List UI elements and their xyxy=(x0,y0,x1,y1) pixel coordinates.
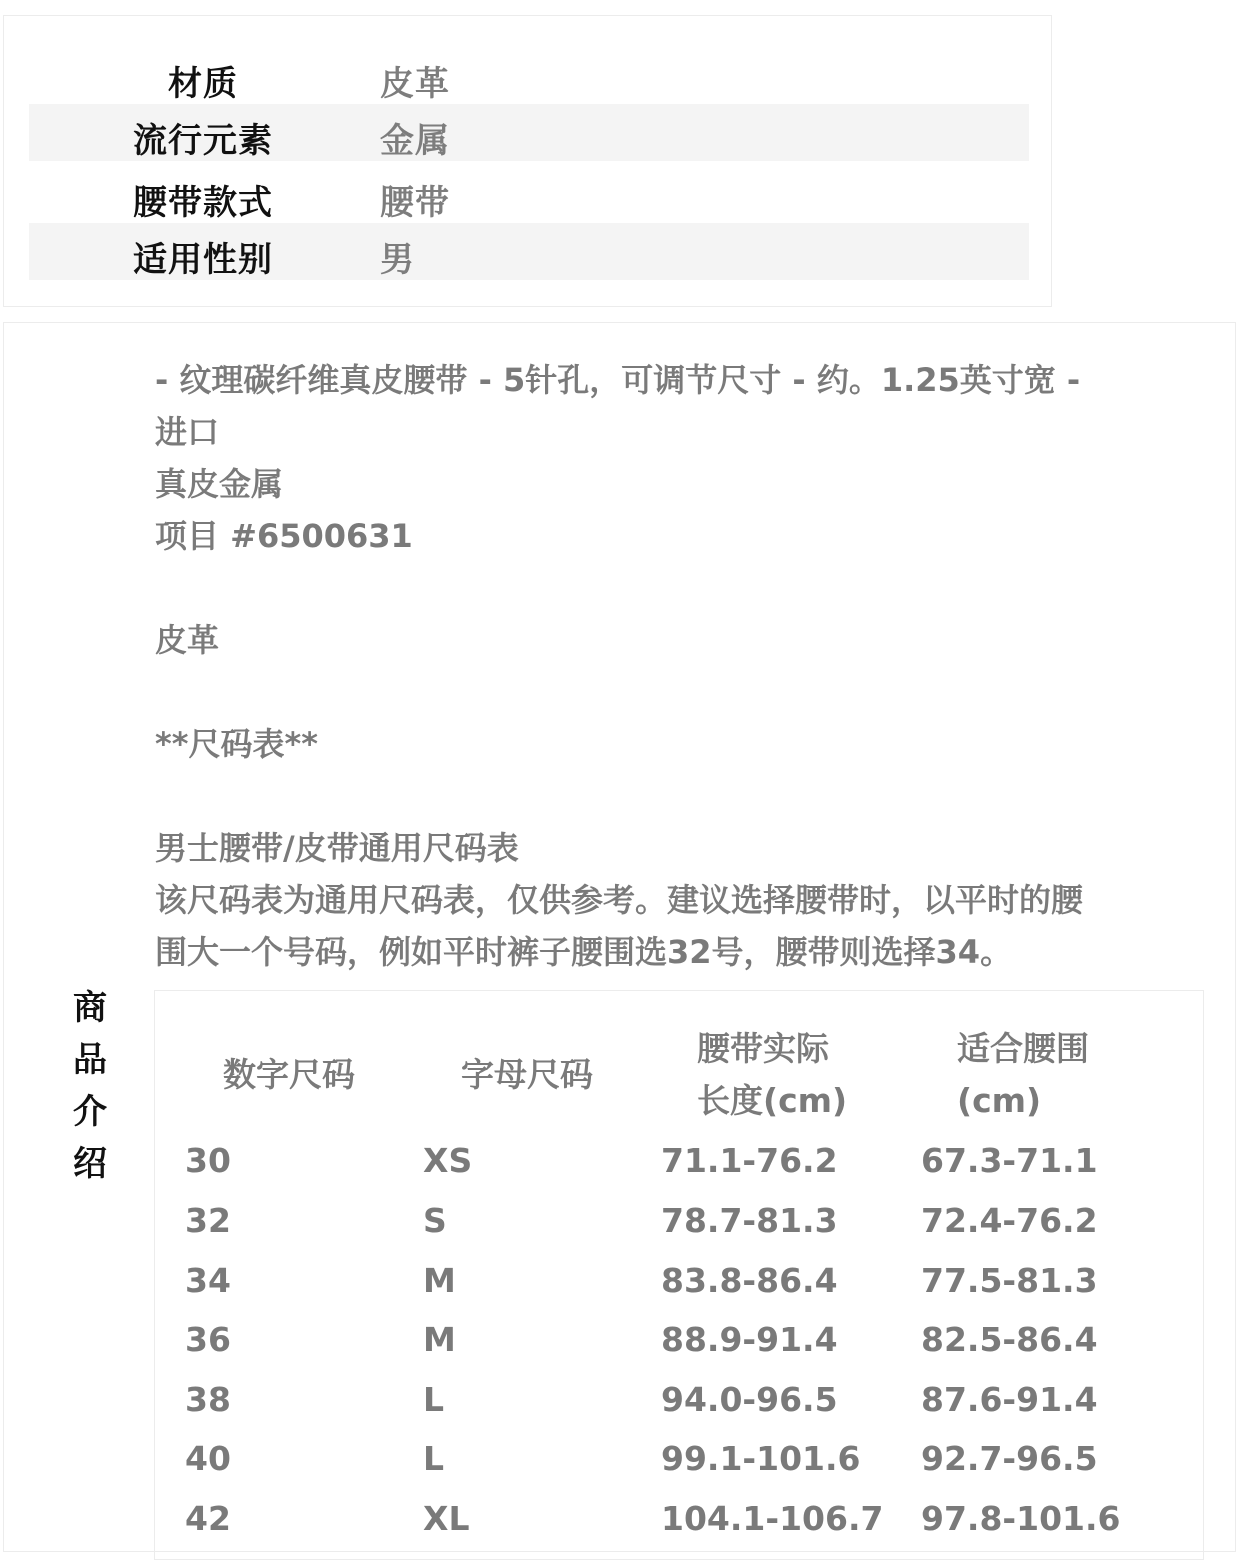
size-chart-heading: **尺码表** xyxy=(155,725,318,763)
blank-line xyxy=(155,770,1195,822)
cell-belt-length: 88.9-91.4 xyxy=(661,1320,838,1359)
header-text: 适合腰围 xyxy=(957,1029,1089,1068)
attribute-value: 男 xyxy=(380,240,415,280)
description-line: 进口 xyxy=(155,413,220,451)
title-char: 绍 xyxy=(73,1144,107,1184)
blank-line xyxy=(155,666,1195,718)
size-chart-title: 男士腰带/皮带通用尺码表 xyxy=(155,829,519,867)
size-chart-note: 围大一个号码，例如平时裤子腰围选32号，腰带则选择34。 xyxy=(155,933,1013,971)
cell-fit-waist: 97.8-101.6 xyxy=(921,1499,1121,1538)
cell-number-size: 42 xyxy=(185,1499,231,1538)
title-char: 介 xyxy=(73,1092,107,1132)
cell-fit-waist: 77.5-81.3 xyxy=(921,1261,1098,1300)
cell-belt-length: 94.0-96.5 xyxy=(661,1380,838,1419)
attribute-label: 腰带款式 xyxy=(133,183,273,223)
cell-fit-waist: 87.6-91.4 xyxy=(921,1380,1098,1419)
cell-belt-length: 71.1-76.2 xyxy=(661,1141,838,1180)
cell-belt-length: 104.1-106.7 xyxy=(661,1499,884,1538)
title-char: 品 xyxy=(73,1040,107,1080)
header-belt-length xyxy=(697,1023,847,1127)
attribute-label: 材质 xyxy=(168,64,238,104)
cell-letter-size: L xyxy=(423,1439,445,1478)
attribute-label: 适用性别 xyxy=(133,240,273,280)
cell-belt-length: 83.8-86.4 xyxy=(661,1261,838,1300)
blank-line xyxy=(155,562,1195,614)
size-table xyxy=(154,990,1204,1560)
description-line: 项目 #6500631 xyxy=(155,517,413,555)
attribute-label: 流行元素 xyxy=(133,121,273,161)
description-line: 皮革 xyxy=(155,621,220,659)
cell-fit-waist: 72.4-76.2 xyxy=(921,1201,1098,1240)
cell-number-size: 36 xyxy=(185,1320,231,1359)
title-char: 商 xyxy=(73,988,107,1028)
cell-letter-size: S xyxy=(423,1201,447,1240)
attribute-row-style-element xyxy=(29,104,1029,161)
cell-number-size: 40 xyxy=(185,1439,231,1478)
cell-letter-size: XS xyxy=(423,1141,473,1180)
cell-letter-size: XL xyxy=(423,1499,470,1538)
attribute-table xyxy=(3,15,1052,307)
cell-number-size: 30 xyxy=(185,1141,231,1180)
cell-number-size: 34 xyxy=(185,1261,231,1300)
size-chart-note: 该尺码表为通用尺码表，仅供参考。建议选择腰带时，以平时的腰 xyxy=(155,881,1084,919)
header-letter-size xyxy=(461,1049,593,1101)
header-text: 数字尺码 xyxy=(223,1055,355,1094)
cell-fit-waist: 82.5-86.4 xyxy=(921,1320,1098,1359)
attribute-value: 金属 xyxy=(380,121,450,161)
cell-fit-waist: 67.3-71.1 xyxy=(921,1141,1098,1180)
attribute-row-material xyxy=(29,47,1029,104)
cell-letter-size: M xyxy=(423,1320,456,1359)
attribute-row-belt-style xyxy=(29,166,1029,223)
product-description xyxy=(155,354,1195,978)
product-intro-title xyxy=(70,982,110,1190)
header-text: (cm) xyxy=(957,1081,1042,1120)
description-line: 真皮金属 xyxy=(155,465,284,503)
description-line: - 纹理碳纤维真皮腰带 - 5针孔，可调节尺寸 - 约。1.25英寸宽 - xyxy=(155,361,1081,399)
cell-letter-size: M xyxy=(423,1261,456,1300)
header-text: 腰带实际 xyxy=(697,1029,829,1068)
cell-belt-length: 99.1-101.6 xyxy=(661,1439,861,1478)
cell-number-size: 32 xyxy=(185,1201,231,1240)
header-fit-waist xyxy=(957,1023,1089,1127)
header-text: 字母尺码 xyxy=(461,1055,593,1094)
cell-number-size: 38 xyxy=(185,1380,231,1419)
cell-letter-size: L xyxy=(423,1380,445,1419)
header-number-size xyxy=(223,1049,355,1101)
attribute-value: 皮革 xyxy=(380,64,450,104)
cell-belt-length: 78.7-81.3 xyxy=(661,1201,838,1240)
attribute-row-gender xyxy=(29,223,1029,280)
header-text: 长度(cm) xyxy=(697,1081,848,1120)
attribute-value: 腰带 xyxy=(380,183,450,223)
cell-fit-waist: 92.7-96.5 xyxy=(921,1439,1098,1478)
